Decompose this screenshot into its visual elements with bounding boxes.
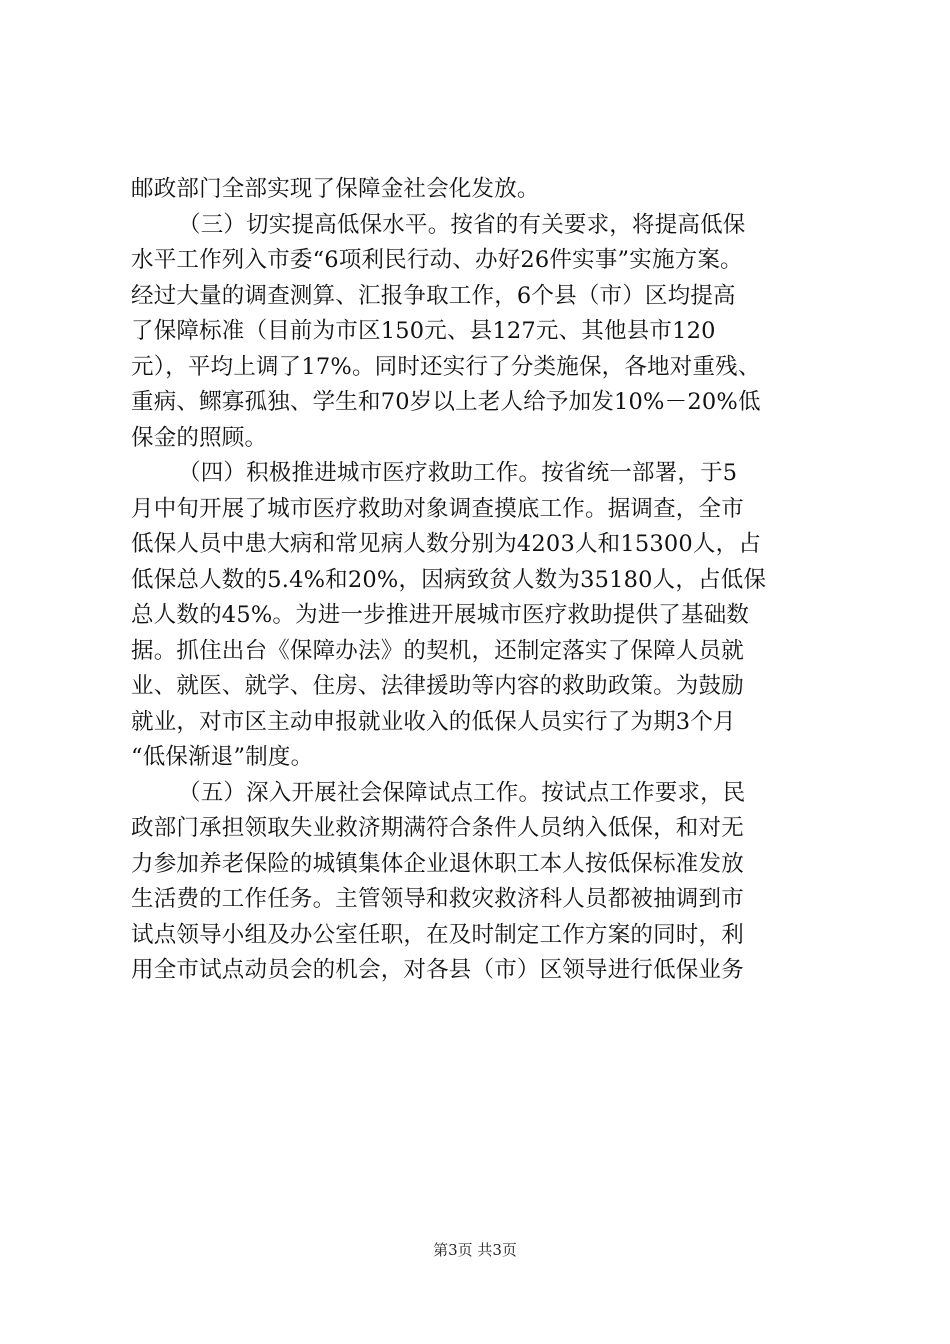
body-line: 邮政部门全部实现了保障金社会化发放。 <box>131 176 540 202</box>
body-line: 了保障标准（目前为市区150元、县127元、其他县市120 <box>131 318 716 344</box>
body-line: “低保渐退”制度。 <box>131 744 314 770</box>
body-line: 生活费的工作任务。主管领导和救灾救济科人员都被抽调到市 <box>131 886 744 912</box>
body-line: 力参加养老保险的城镇集体企业退休职工本人按低保标准发放 <box>131 850 744 877</box>
paragraph-4-heading-line: （四）积极推进城市医疗救助工作。按省统一部署，于5 <box>178 460 738 486</box>
body-line: 重病、鳏寡孤独、学生和70岁以上老人给予加发10%－20%低 <box>131 389 761 415</box>
document-body <box>131 172 836 989</box>
body-line: 试点领导小组及办公室任职，在及时制定工作方案的同时，利 <box>131 921 744 948</box>
body-line: 就业，对市区主动申报就业收入的低保人员实行了为期3个月 <box>131 708 736 735</box>
body-line: 据。抓住出台《保障办法》的契机，还制定落实了保障人员就 <box>131 637 744 664</box>
paragraph-5-heading-line: （五）深入开展社会保障试点工作。按试点工作要求，民 <box>178 779 746 806</box>
paragraph-3-heading-line: （三）切实提高低保水平。按省的有关要求，将提高低保 <box>178 211 746 238</box>
body-line: 政部门承担领取失业救济期满符合条件人员纳入低保，和对无 <box>131 815 744 841</box>
body-line: 总人数的45%。为进一步推进开展城市医疗救助提供了基础数 <box>131 602 750 628</box>
body-line: 业、就医、就学、住房、法律援助等内容的救助政策。为鼓励 <box>131 673 744 699</box>
body-line: 保金的照顾。 <box>131 424 268 451</box>
body-line: 低保人员中患大病和常见病人数分别为4203人和15300人，占 <box>131 531 762 557</box>
body-line: 经过大量的调查测算、汇报争取工作，6个县（市）区均提高 <box>131 282 736 309</box>
body-line: 月中旬开展了城市医疗救助对象调查摸底工作。据调查，全市 <box>131 495 744 522</box>
page-footer: 第3页 共3页 <box>433 1241 517 1259</box>
body-line: 用全市试点动员会的机会，对各县（市）区领导进行低保业务 <box>131 957 744 983</box>
body-line: 水平工作列入市委“6项利民行动、办好26件实事”实施方案。 <box>131 247 743 273</box>
body-line: 元），平均上调了17%。同时还实行了分类施保，各地对重残、 <box>131 353 761 380</box>
body-line: 低保总人数的5.4%和20%，因病致贫人数为35180人，占低保 <box>131 566 767 593</box>
